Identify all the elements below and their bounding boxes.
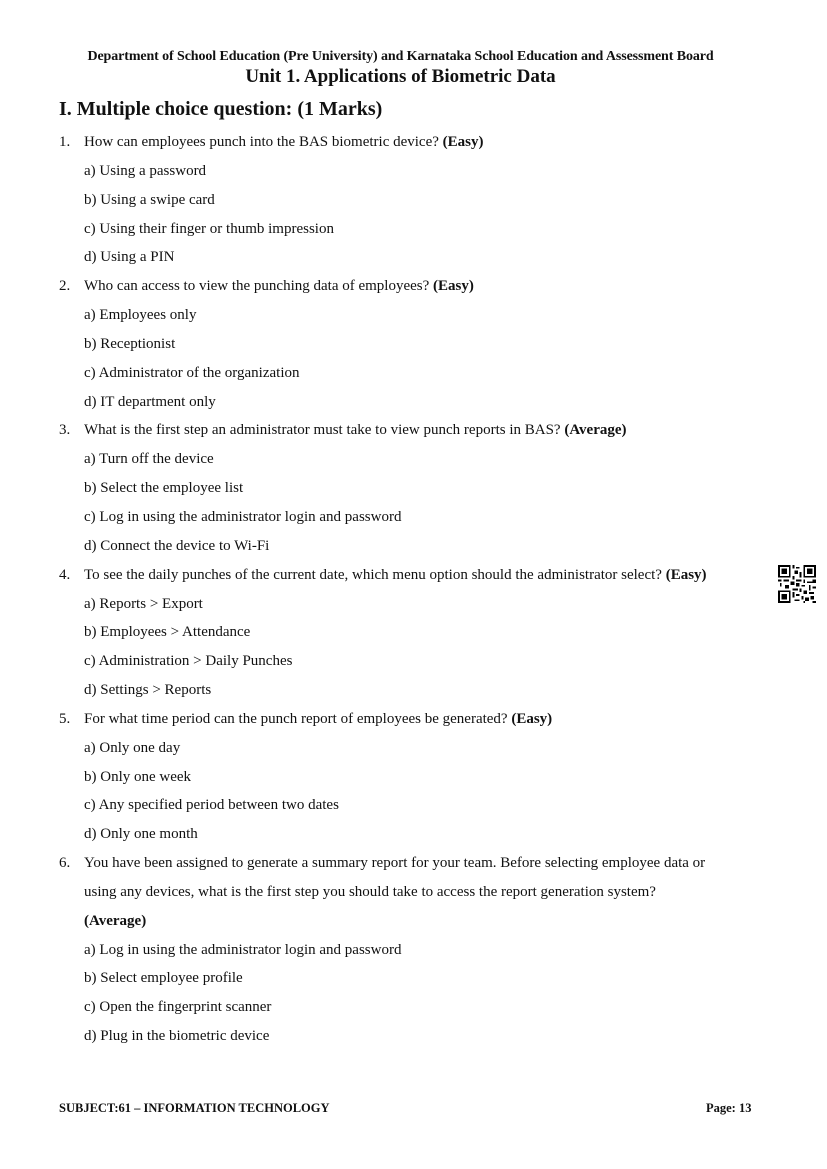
question-text-line-1: You have been assigned to generate a summary report for your team. Before selecting employee data or [84,854,706,871]
option-d: d) Plug in the biometric device [84,1027,270,1044]
department-header: Department of School Education (Pre University) and Karnataka School Education and Assessment Board [87,49,714,64]
footer-subject: SUBJECT:61 – INFORMATION TECHNOLOGY [59,1101,330,1115]
option-a: a) Reports > Export [84,595,203,612]
option-c: c) Administration > Daily Punches [84,653,293,670]
difficulty-label: (Average) [564,422,627,439]
question-text: For what time period can the punch report of employees be generated? [84,710,508,727]
question-number: 4. [59,566,71,583]
option-a: a) Employees only [84,307,197,324]
option-a: a) Turn off the device [84,451,214,468]
question-5 [59,707,819,851]
option-d: d) IT department only [84,393,216,410]
question-list [59,130,819,1053]
question-text: To see the daily punches of the current date, which menu option should the administrator select? [84,566,662,583]
option-b: b) Employees > Attendance [84,624,251,641]
option-b: b) Only one week [84,768,192,785]
question-text: How can employees punch into the BAS biometric device? [84,134,439,150]
option-c: c) Log in using the administrator login and password [84,508,402,525]
option-d: d) Using a PIN [84,249,175,266]
question-1 [59,130,819,274]
difficulty-label: (Easy) [511,710,553,727]
option-d: d) Only one month [84,826,198,843]
option-a: a) Log in using the administrator login and password [84,941,402,958]
option-b: b) Select the employee list [84,480,244,497]
section-title: I. Multiple choice question: (1 Marks) [59,98,383,120]
option-d: d) Connect the device to Wi-Fi [84,537,270,554]
qr-code-icon [778,565,816,603]
question-4 [59,563,819,707]
option-d: d) Settings > Reports [84,681,212,698]
option-c: c) Open the fingerprint scanner [84,999,272,1016]
option-c: c) Administrator of the organization [84,364,300,381]
question-number: 3. [59,422,71,439]
question-6 [59,851,819,1053]
question-text: Who can access to view the punching data of employees? [84,278,430,295]
question-number: 6. [59,854,71,871]
question-2 [59,274,819,418]
question-text: What is the first step an administrator must take to view punch reports in BAS? [84,422,561,439]
option-c: c) Using their finger or thumb impression [84,220,334,237]
question-number: 5. [59,710,71,727]
question-3 [59,418,819,562]
option-b: b) Select employee profile [84,970,243,987]
option-b: b) Using a swipe card [84,191,215,208]
unit-title: Unit 1. Applications of Biometric Data [245,66,556,87]
option-c: c) Any specified period between two dates [84,797,339,814]
question-number: 1. [59,134,71,150]
difficulty-label: (Easy) [665,566,707,583]
difficulty-label: (Easy) [433,278,474,295]
question-text-line-2: using any devices, what is the first step you should take to access the report generation system? [84,883,656,900]
option-b: b) Receptionist [84,335,176,352]
footer-page-number: Page: 13 [706,1101,752,1115]
difficulty-label: (Average) [84,912,147,929]
option-a: a) Using a password [84,163,207,179]
difficulty-label: (Easy) [442,134,484,150]
question-number: 2. [59,278,71,295]
option-a: a) Only one day [84,739,181,756]
